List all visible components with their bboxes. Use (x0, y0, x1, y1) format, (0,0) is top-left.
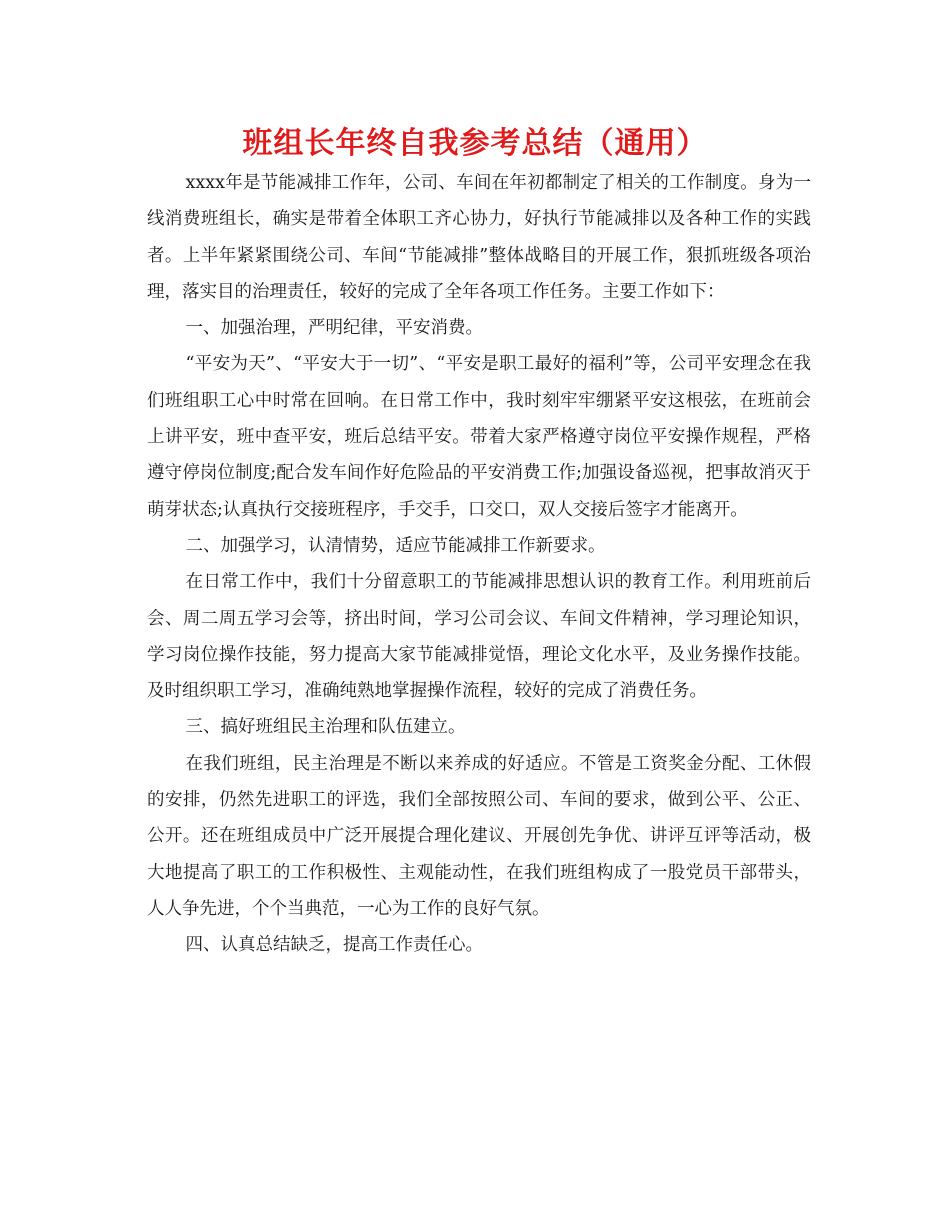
paragraph-intro: xxxx年是节能减排工作年，公司、车间在年初都制定了相关的工作制度。身为一线消费班组长，确实是带着全体职工齐心协力，好执行节能减排以及各种工作的实践者。上半年紧紧围绕公司、车间“节能减排”整体战略目的开展工作，狠抓班级各项治理，落实目的治理责任，较好的完成了全年各项工作任务。主要工作如下： (147, 173, 811, 302)
document-title: 班组长年终自我参考总结（通用） (242, 126, 708, 161)
paragraph-learning: 在日常工作中，我们十分留意职工的节能减排思想认识的教育工作。利用班前后会、周二周五学习会等，挤出时间，学习公司会议、车间文件精神，学习理论知识，学习岗位操作技能，努力提高大家节能减排觉悟，理论文化水平，及业务操作技能。及时组织职工学习，准确纯熟地掌握操作流程，较好的完成了消费任务。 (147, 572, 811, 702)
paragraph-democracy: 在我们班组，民主治理是不断以来养成的好适应。不管是工资奖金分配、工休假的安排，仍然先进职工的评选，我们全部按照公司、车间的要求，做到公平、公正、公开。还在班组成员中广泛开展提合理化建议、开展创先争优、讲评互评等活动，极大地提高了职工的工作积极性、主观能动性，在我们班组构成了一股党员干部带头，人人争先进，个个当典范，一心为工作的良好气氛。 (147, 753, 811, 919)
section-heading-1: 一、加强治理，严明纪律，平安消费。 (185, 318, 483, 339)
document-body (147, 165, 811, 964)
section-heading-3: 三、搞好班组民主治理和队伍建立。 (185, 717, 466, 738)
section-heading-4: 四、认真总结缺乏，提高工作责任心。 (185, 935, 483, 956)
paragraph-safety: “平安为天”、“平安大于一切”、“平安是职工最好的福利”等，公司平安理念在我们班组职工心中时常在回响。在日常工作中，我时刻牢牢绷紧平安这根弦，在班前会上讲平安，班中查平安，班后总结平安。带着大家严格遵守岗位平安操作规程，严格遵守停岗位制度;配合发车间作好危险品的平安消费工作;加强设备巡视，把事故消灭于萌芽状态;认真执行交接班程序，手交手，口交口，双人交接后签字才能离开。 (147, 354, 811, 520)
section-heading-2: 二、加强学习，认清情势，适应节能减排工作新要求。 (185, 535, 606, 556)
